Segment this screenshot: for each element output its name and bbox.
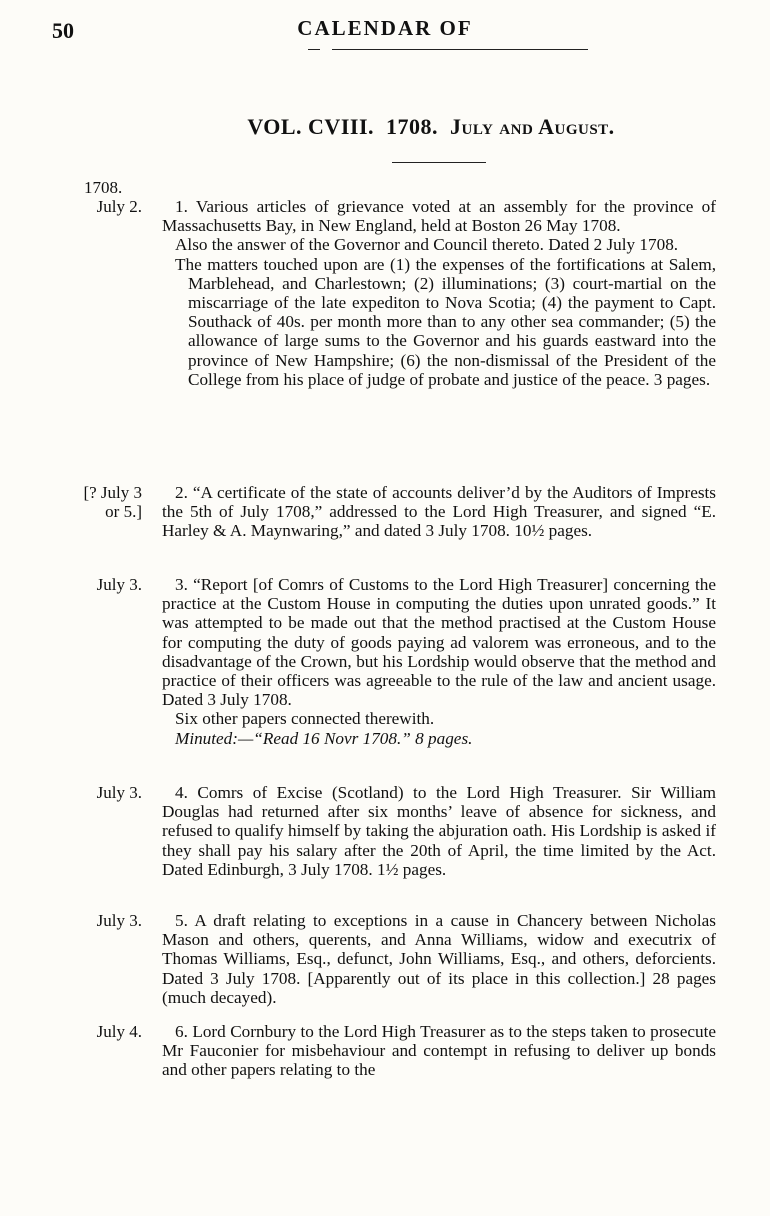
entry-date: July 3. <box>96 911 142 930</box>
entry-paragraph: Minuted:—“Read 16 Novr 1708.” 8 pages. <box>175 728 473 748</box>
entry-paragraph: 3. “Report [of Comrs of Customs to the Lord High Treasurer] concerning the practice at the Custom House in computing the duties upon unrated goods.” It was attempted to be made out that the method practised at the Custom House for computing the duty of goods paying ad valorem was erroneous, and to the disadvantage of the Crown, but his Lordship would observe that the method and practice of their officers was agreeable to the rule of the law and ancient usage. Dated 3 July 1708. <box>162 575 716 710</box>
running-head: CALENDAR OF <box>297 16 473 40</box>
volume-months: July and August. <box>450 114 615 139</box>
entry-paragraph: The matters touched upon are (1) the expenses of the fortifications at Salem, Marblehead, and Charlestown; (2) illuminations; (3) court-martial on the miscarriage of the late expediton to Nova Scotia; (4) the payment to Capt. Southack of 40s. per month more than to any other sea commander; (5) the allowance of large sums to the Governor and his guards eastward into the province of New Hampshire; (6) the non-dismissal of the President of the College from his place of judge of probate and justice of the peace. 3 pages. <box>175 254 716 389</box>
entry-text <box>162 911 716 1007</box>
entry-paragraph: 2. “A certificate of the state of accounts deliver’d by the Auditors of Imprests the 5th of July 1708,” addressed to the Lord High Treasurer, and signed “E. Harley & A. Maynwaring,” and dated 3 July 1708. 10½ pages. <box>162 483 716 541</box>
header-rule-dash <box>308 49 320 50</box>
year-label: 1708. <box>84 178 123 197</box>
entry-text <box>162 575 716 748</box>
entry-text <box>162 483 716 541</box>
page-header <box>0 14 770 44</box>
entry-text <box>162 783 716 879</box>
entry-paragraph: 4. Comrs of Excise (Scotland) to the Lord High Treasurer. Sir William Douglas had returned after six months’ leave of absence for sickness, and refused to qualify himself by taking the abjuration oath. His Lordship is asked if they shall pay his salary after the 20th of April, the time limited by the Act. Dated Edinburgh, 3 July 1708. 1½ pages. <box>162 783 716 879</box>
header-rule <box>332 49 588 50</box>
entry-paragraph: 5. A draft relating to exceptions in a cause in Chancery between Nicholas Mason and others, querents, and Anna Williams, widow and executrix of Thomas Williams, Esq., defunct, John Williams, Esq., and others, deforcients. Dated 3 July 1708. [Apparently out of its place in this collection.] 28 pages (much decayed). <box>162 911 716 1007</box>
entry-date: [? July 3 or 5.] <box>83 483 142 522</box>
entry-date: July 4. <box>96 1022 142 1041</box>
heading-rule <box>392 162 486 163</box>
entry-text <box>162 1022 716 1080</box>
entry-date: July 3. <box>96 575 142 594</box>
entry-text <box>162 197 716 389</box>
entry-paragraph: 6. Lord Cornbury to the Lord High Treasurer as to the steps taken to prosecute Mr Fauconier for misbehaviour and contempt in refusing to deliver up bonds and other papers relating to the <box>162 1022 716 1080</box>
entry-paragraph: Six other papers connected therewith. <box>175 709 435 729</box>
entry-date: July 3. <box>96 783 142 802</box>
volume-number: VOL. CVIII. <box>247 114 375 139</box>
volume-heading <box>0 114 770 140</box>
entry-paragraph: Also the answer of the Governor and Council thereto. Dated 2 July 1708. <box>175 235 679 255</box>
entry-paragraph: 1. Various articles of grievance voted at an assembly for the province of Massachusetts Bay, in New England, held at Boston 26 May 1708. <box>162 197 716 236</box>
entry-date: July 2. <box>96 197 142 216</box>
page-number: 50 <box>52 18 74 43</box>
volume-year: 1708. <box>386 114 439 139</box>
